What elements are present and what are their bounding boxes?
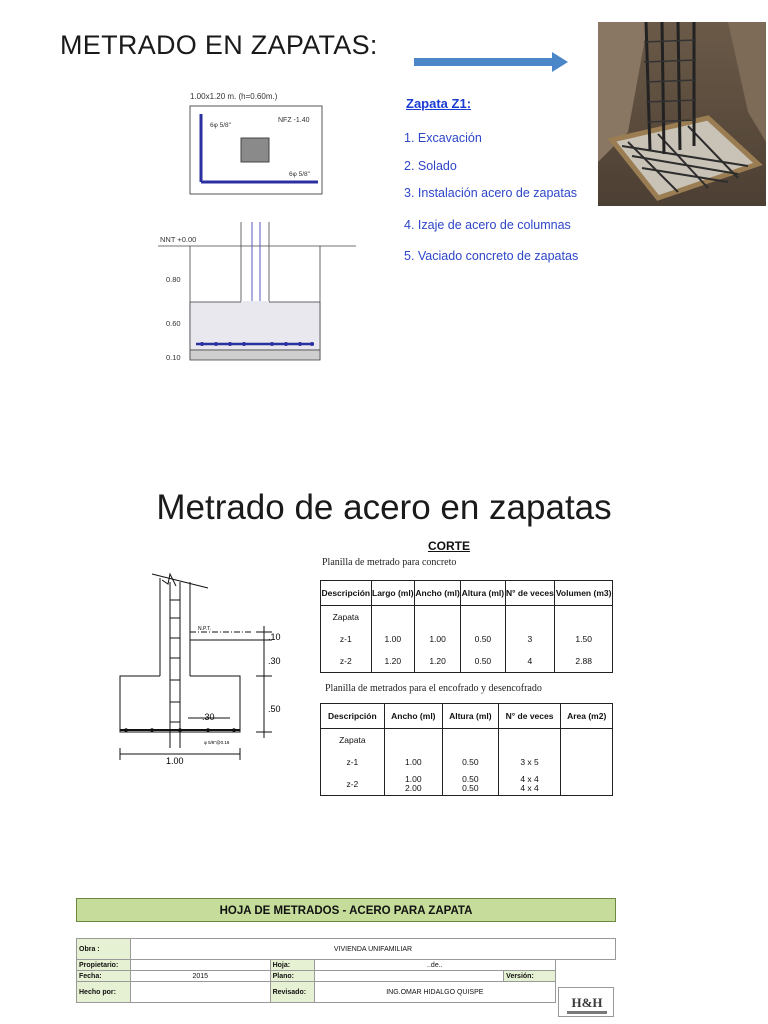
col-ancho: Ancho (ml)	[414, 581, 460, 606]
footing-dims-label: 1.00x1.20 m. (h=0.60m.)	[190, 92, 278, 101]
company-logo	[558, 987, 614, 1017]
col-veces: N° de veces	[505, 581, 555, 606]
revisado-value: ING.OMAR HIDALGO QUISPE	[314, 982, 556, 1003]
col-altura: Altura (ml)	[461, 581, 505, 606]
hoja-label: Hoja:	[270, 960, 314, 971]
step-izaje-acero: 4. Izaje de acero de columnas	[404, 218, 571, 232]
col-descripcion: Descripción	[321, 581, 372, 606]
arrow-right-icon	[412, 50, 572, 74]
formwork-metrado-table	[320, 703, 613, 796]
nnt-label: NNT +0.00	[160, 235, 197, 244]
col-descripcion: Descripción	[321, 704, 385, 729]
table-row: Zapata	[321, 729, 613, 752]
col-volumen: Volumen (m3)	[555, 581, 613, 606]
fecha-value: 2015	[130, 971, 270, 982]
level-label-3: 0.10	[166, 353, 181, 362]
hoja-value: ..de..	[314, 960, 556, 971]
rebar-footing-photo	[598, 22, 766, 206]
fecha-label: Fecha:	[77, 971, 131, 982]
level-label-1: 0.80	[166, 275, 181, 284]
dim-050: .50	[268, 704, 281, 714]
dim-030: .30	[268, 656, 281, 666]
col-ancho: Ancho (ml)	[384, 704, 442, 729]
planilla-encofrado-label: Planilla de metrados para el encofrado y desencofrado	[325, 683, 542, 694]
hoja-title: HOJA DE METRADOS - ACERO PARA ZAPATA	[76, 898, 616, 922]
propietario-label: Propietario:	[77, 960, 131, 971]
table-row: z-2 1.00 2.00 0.50 0.50 4 x 4 4 x 4	[321, 773, 613, 796]
table-row: Zapata	[321, 606, 613, 629]
hecho-label: Hecho por:	[77, 982, 131, 1003]
dim-width: 1.00	[166, 756, 184, 766]
hoja-header-table	[76, 938, 616, 1003]
npt-label: N.P.T.	[198, 626, 211, 632]
revisado-label: Revisado:	[270, 982, 314, 1003]
dim-010: .10	[268, 632, 281, 642]
version-label: Versión:	[504, 971, 556, 982]
col-altura: Altura (ml)	[442, 704, 498, 729]
concrete-metrado-table	[320, 580, 613, 673]
table-row: z-1 1.00 1.00 0.50 3 1.50	[321, 628, 613, 650]
obra-label: Obra :	[77, 939, 131, 960]
level-label-2: 0.60	[166, 319, 181, 328]
plano-label: Plano:	[270, 971, 314, 982]
step-excavacion: 1. Excavación	[404, 131, 482, 145]
bar-horizontal-label: 6φ 5/8"	[289, 171, 310, 178]
slide2-title: Metrado de acero en zapatas	[156, 488, 612, 527]
steps-heading: Zapata Z1:	[406, 96, 472, 111]
dim-030-inner: .30	[202, 712, 215, 722]
table-row: z-2 1.20 1.20 0.50 4 2.88	[321, 650, 613, 673]
planilla-concreto-label: Planilla de metrado para concreto	[322, 557, 457, 568]
footing-section-drawing	[112, 570, 312, 770]
bar-vertical-label: 6φ 5/8"	[210, 122, 231, 129]
footing-plan-section-diagram	[150, 86, 390, 376]
step-vaciado-concreto: 5. Vaciado concreto de zapatas	[404, 249, 579, 263]
col-veces: N° de veces	[498, 704, 561, 729]
corte-heading: CORTE	[428, 539, 470, 553]
nfz-label: NFZ -1.40	[278, 117, 310, 124]
bar-spec-label: φ 5/8"@0.18	[204, 740, 230, 745]
col-area: Area (m2)	[561, 704, 613, 729]
slide1-title: METRADO EN ZAPATAS:	[60, 30, 378, 60]
col-largo: Largo (ml)	[371, 581, 414, 606]
table-row: z-1 1.00 0.50 3 x 5	[321, 751, 613, 773]
step-solado: 2. Solado	[404, 159, 457, 173]
step-instalacion-acero: 3. Instalación acero de zapatas	[404, 186, 578, 200]
obra-value: VIVIENDA UNIFAMILIAR	[130, 939, 615, 960]
logo-text: H&H	[571, 995, 603, 1010]
